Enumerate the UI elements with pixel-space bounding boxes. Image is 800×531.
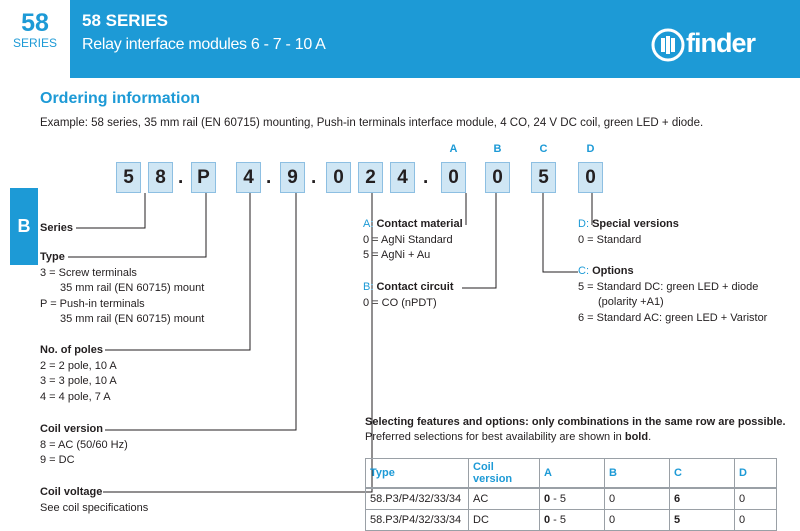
section-tab: B (10, 188, 38, 265)
table-cell: 0 (605, 488, 670, 510)
table-header-row (366, 459, 777, 489)
code-separator: . (311, 167, 317, 188)
series-number: 58 (21, 9, 49, 37)
header-cell: D (735, 459, 777, 489)
table-cell: 58.P3/P4/32/33/34 (366, 488, 469, 510)
special-versions-block: D: Special versions 0 = Standard (578, 218, 679, 246)
series-label: Series (40, 222, 74, 234)
code-digit: 2 (358, 162, 383, 193)
page-subtitle: Relay interface modules 6 - 7 - 10 A (82, 36, 326, 53)
code-digit: 5 (531, 162, 556, 193)
table-cell: 58.P3/P4/32/33/34 (366, 510, 469, 531)
code-letter: C (539, 143, 548, 155)
coil-version-block: Coil version 8 = AC (50/60 Hz) 9 = DC (40, 423, 128, 466)
selection-title: Selecting features and options: only combinations in the same row are possible. (365, 416, 786, 428)
series-word: SERIES (12, 36, 57, 50)
table-cell: 0 - 5 (540, 488, 605, 510)
code-digit: 9 (280, 162, 305, 193)
table-cell: AC (469, 488, 540, 510)
contact-material-block: A: Contact material 0 = AgNi Standard 5 = AgNi + Au (363, 218, 463, 261)
contact-circuit-block: B: Contact circuit 0 = CO (nPDT) (363, 281, 454, 309)
table-cell: 0 (735, 510, 777, 531)
code-digit: 0 (485, 162, 510, 193)
table-cell: 0 (735, 488, 777, 510)
code-digit: 8 (148, 162, 173, 193)
table-row (366, 488, 777, 510)
example-text: Example: 58 series, 35 mm rail (EN 60715) mounting, Push-in terminals interface module, 4 CO, 24 V DC coil, green LED + diode. (40, 117, 704, 129)
header-cell: C (670, 459, 735, 489)
code-digit: 0 (441, 162, 466, 193)
code-digit: 0 (578, 162, 603, 193)
code-digit: P (191, 162, 216, 193)
header-cell: Type (366, 459, 469, 489)
code-letter: B (493, 143, 502, 155)
code-separator: . (178, 167, 184, 188)
logo-text: finder (686, 28, 756, 58)
type-block: Type 3 = Screw terminals 35 mm rail (EN 60715) mount P = Push-in terminals 35 mm rail (EN 60715) mount (40, 251, 205, 325)
code-digit: 5 (116, 162, 141, 193)
table-cell: 6 (670, 488, 735, 510)
code-separator: . (266, 167, 272, 188)
code-digit: 4 (236, 162, 261, 193)
options-block: C: Options 5 = Standard DC: green LED + diode (polarity +A1) 6 = Standard AC: green LED + Varistor (578, 265, 768, 324)
selection-note: Preferred selections for best availability are shown in bold. (365, 431, 652, 443)
code-letter: D (586, 143, 595, 155)
page-title: 58 SERIES (82, 11, 168, 30)
header-cell: Coil version (469, 459, 540, 489)
table-cell: 0 (605, 510, 670, 531)
section-title: Ordering information (40, 90, 200, 107)
code-digit: 4 (390, 162, 415, 193)
code-digit: 0 (326, 162, 351, 193)
coil-voltage-block: Coil voltage See coil specifications (40, 486, 149, 514)
selection-table (365, 458, 777, 531)
code-letter: A (449, 143, 458, 155)
table-row (366, 510, 777, 531)
header-cell: B (605, 459, 670, 489)
poles-block: No. of poles 2 = 2 pole, 10 A 3 = 3 pole, 10 A 4 = 4 pole, 7 A (40, 344, 117, 403)
code-separator: . (423, 167, 429, 188)
table-cell: 0 - 5 (540, 510, 605, 531)
table-cell: 5 (670, 510, 735, 531)
table-cell: DC (469, 510, 540, 531)
header-cell: A (540, 459, 605, 489)
